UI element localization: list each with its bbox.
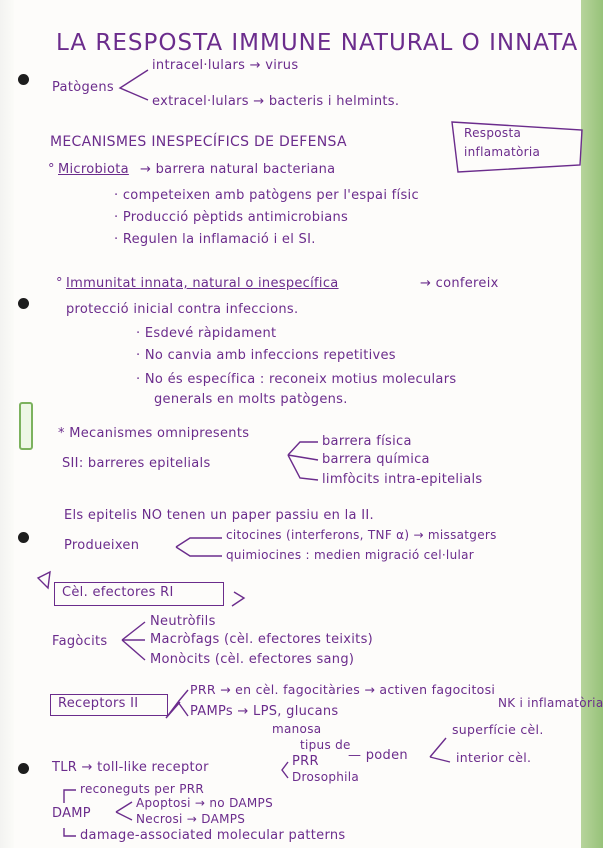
nk-inflamatoria: NK i inflamatòria bbox=[498, 696, 603, 710]
fagocit-item: Neutròfils bbox=[150, 614, 216, 629]
immunitat-heading: Immunitat innata, natural o inespecífica bbox=[66, 276, 339, 291]
immunitat-point: · No canvia amb infeccions repetitives bbox=[136, 348, 396, 363]
epitelis-note: Els epitelis NO tenen un paper passiu en la II. bbox=[64, 508, 374, 523]
citocines-line: citocines (interferons, TNF α) → missatgers bbox=[226, 528, 497, 542]
poden-label: — poden bbox=[348, 748, 408, 763]
tlr-label: TLR → toll-like receptor bbox=[52, 760, 209, 775]
fagocit-item: Macròfags (cèl. efectores teixits) bbox=[150, 632, 374, 647]
immunitat-point-cont: generals en molts patògens. bbox=[154, 392, 348, 407]
immunitat-heading-rest: → confereix bbox=[420, 276, 499, 291]
sii-label: SII: barreres epitelials bbox=[62, 456, 211, 471]
patogens-intracellular: intracel·lulars → virus bbox=[152, 58, 299, 73]
microbiota-point: · competeixen amb patògens per l'espai físic bbox=[114, 188, 419, 203]
immunitat-line2: protecció inicial contra infeccions. bbox=[66, 302, 299, 317]
fagocit-item: Monòcits (cèl. efectores sang) bbox=[150, 652, 355, 667]
tipus-label: tipus de bbox=[300, 738, 351, 752]
damage-line: damage-associated molecular patterns bbox=[80, 828, 346, 843]
microbiota-point: · Regulen la inflamació i el SI. bbox=[114, 232, 316, 247]
produeixen-label: Produeixen bbox=[64, 538, 140, 553]
bullet-immunitat: ° bbox=[56, 276, 63, 291]
patogens-extracellular: extracel·lulars → bacteris i helmints. bbox=[152, 94, 400, 109]
cel-efectores-label: Cèl. efectores RI bbox=[62, 585, 174, 600]
sii-item: limfòcits intra-epitelials bbox=[322, 472, 483, 487]
interior-label: interior cèl. bbox=[456, 750, 532, 765]
prr-line: PRR → en cèl. fagocitàries → activen fagocitosi bbox=[190, 682, 496, 697]
sii-item: barrera química bbox=[322, 452, 430, 467]
fagocits-label: Fagòcits bbox=[52, 634, 108, 649]
microbiota-description: → barrera natural bacteriana bbox=[140, 162, 336, 177]
patogens-label: Patògens bbox=[52, 80, 114, 95]
drosophila-label: Drosophila bbox=[292, 770, 360, 784]
apoptosi-line: Apoptosi → no DAMPS bbox=[136, 796, 274, 810]
necrosi-line: Necrosi → DAMPS bbox=[136, 812, 246, 826]
manosa-label: manosa bbox=[272, 722, 322, 736]
immunitat-point: · No és específica : reconeix motius moleculars bbox=[136, 372, 457, 387]
quimiocines-line: quimiocines : medien migració cel·lular bbox=[226, 548, 474, 562]
resposta-box-line2: inflamatòria bbox=[464, 145, 541, 159]
page-title: LA RESPOSTA IMMUNE NATURAL O INNATA bbox=[56, 30, 579, 56]
bullet-microbiota: ° bbox=[48, 162, 55, 177]
microbiota-heading: Microbiota bbox=[58, 162, 129, 177]
sii-intro: * Mecanismes omnipresents bbox=[58, 426, 250, 441]
tlr-prr: PRR bbox=[292, 754, 319, 769]
mecanismes-heading: MECANISMES INESPECÍFICS DE DEFENSA bbox=[50, 134, 347, 150]
receptors-label: Receptors II bbox=[58, 696, 139, 711]
microbiota-point: · Producció pèptids antimicrobians bbox=[114, 210, 349, 225]
sii-item: barrera física bbox=[322, 434, 412, 449]
pamps-line: PAMPs → LPS, glucans bbox=[190, 704, 339, 719]
immunitat-point: · Esdevé ràpidament bbox=[136, 326, 277, 341]
superficie-label: superfície cèl. bbox=[452, 722, 544, 737]
damp-label: DAMP bbox=[52, 806, 91, 821]
reconeguts-label: reconeguts per PRR bbox=[80, 782, 205, 796]
resposta-box-line1: Resposta bbox=[464, 126, 522, 140]
